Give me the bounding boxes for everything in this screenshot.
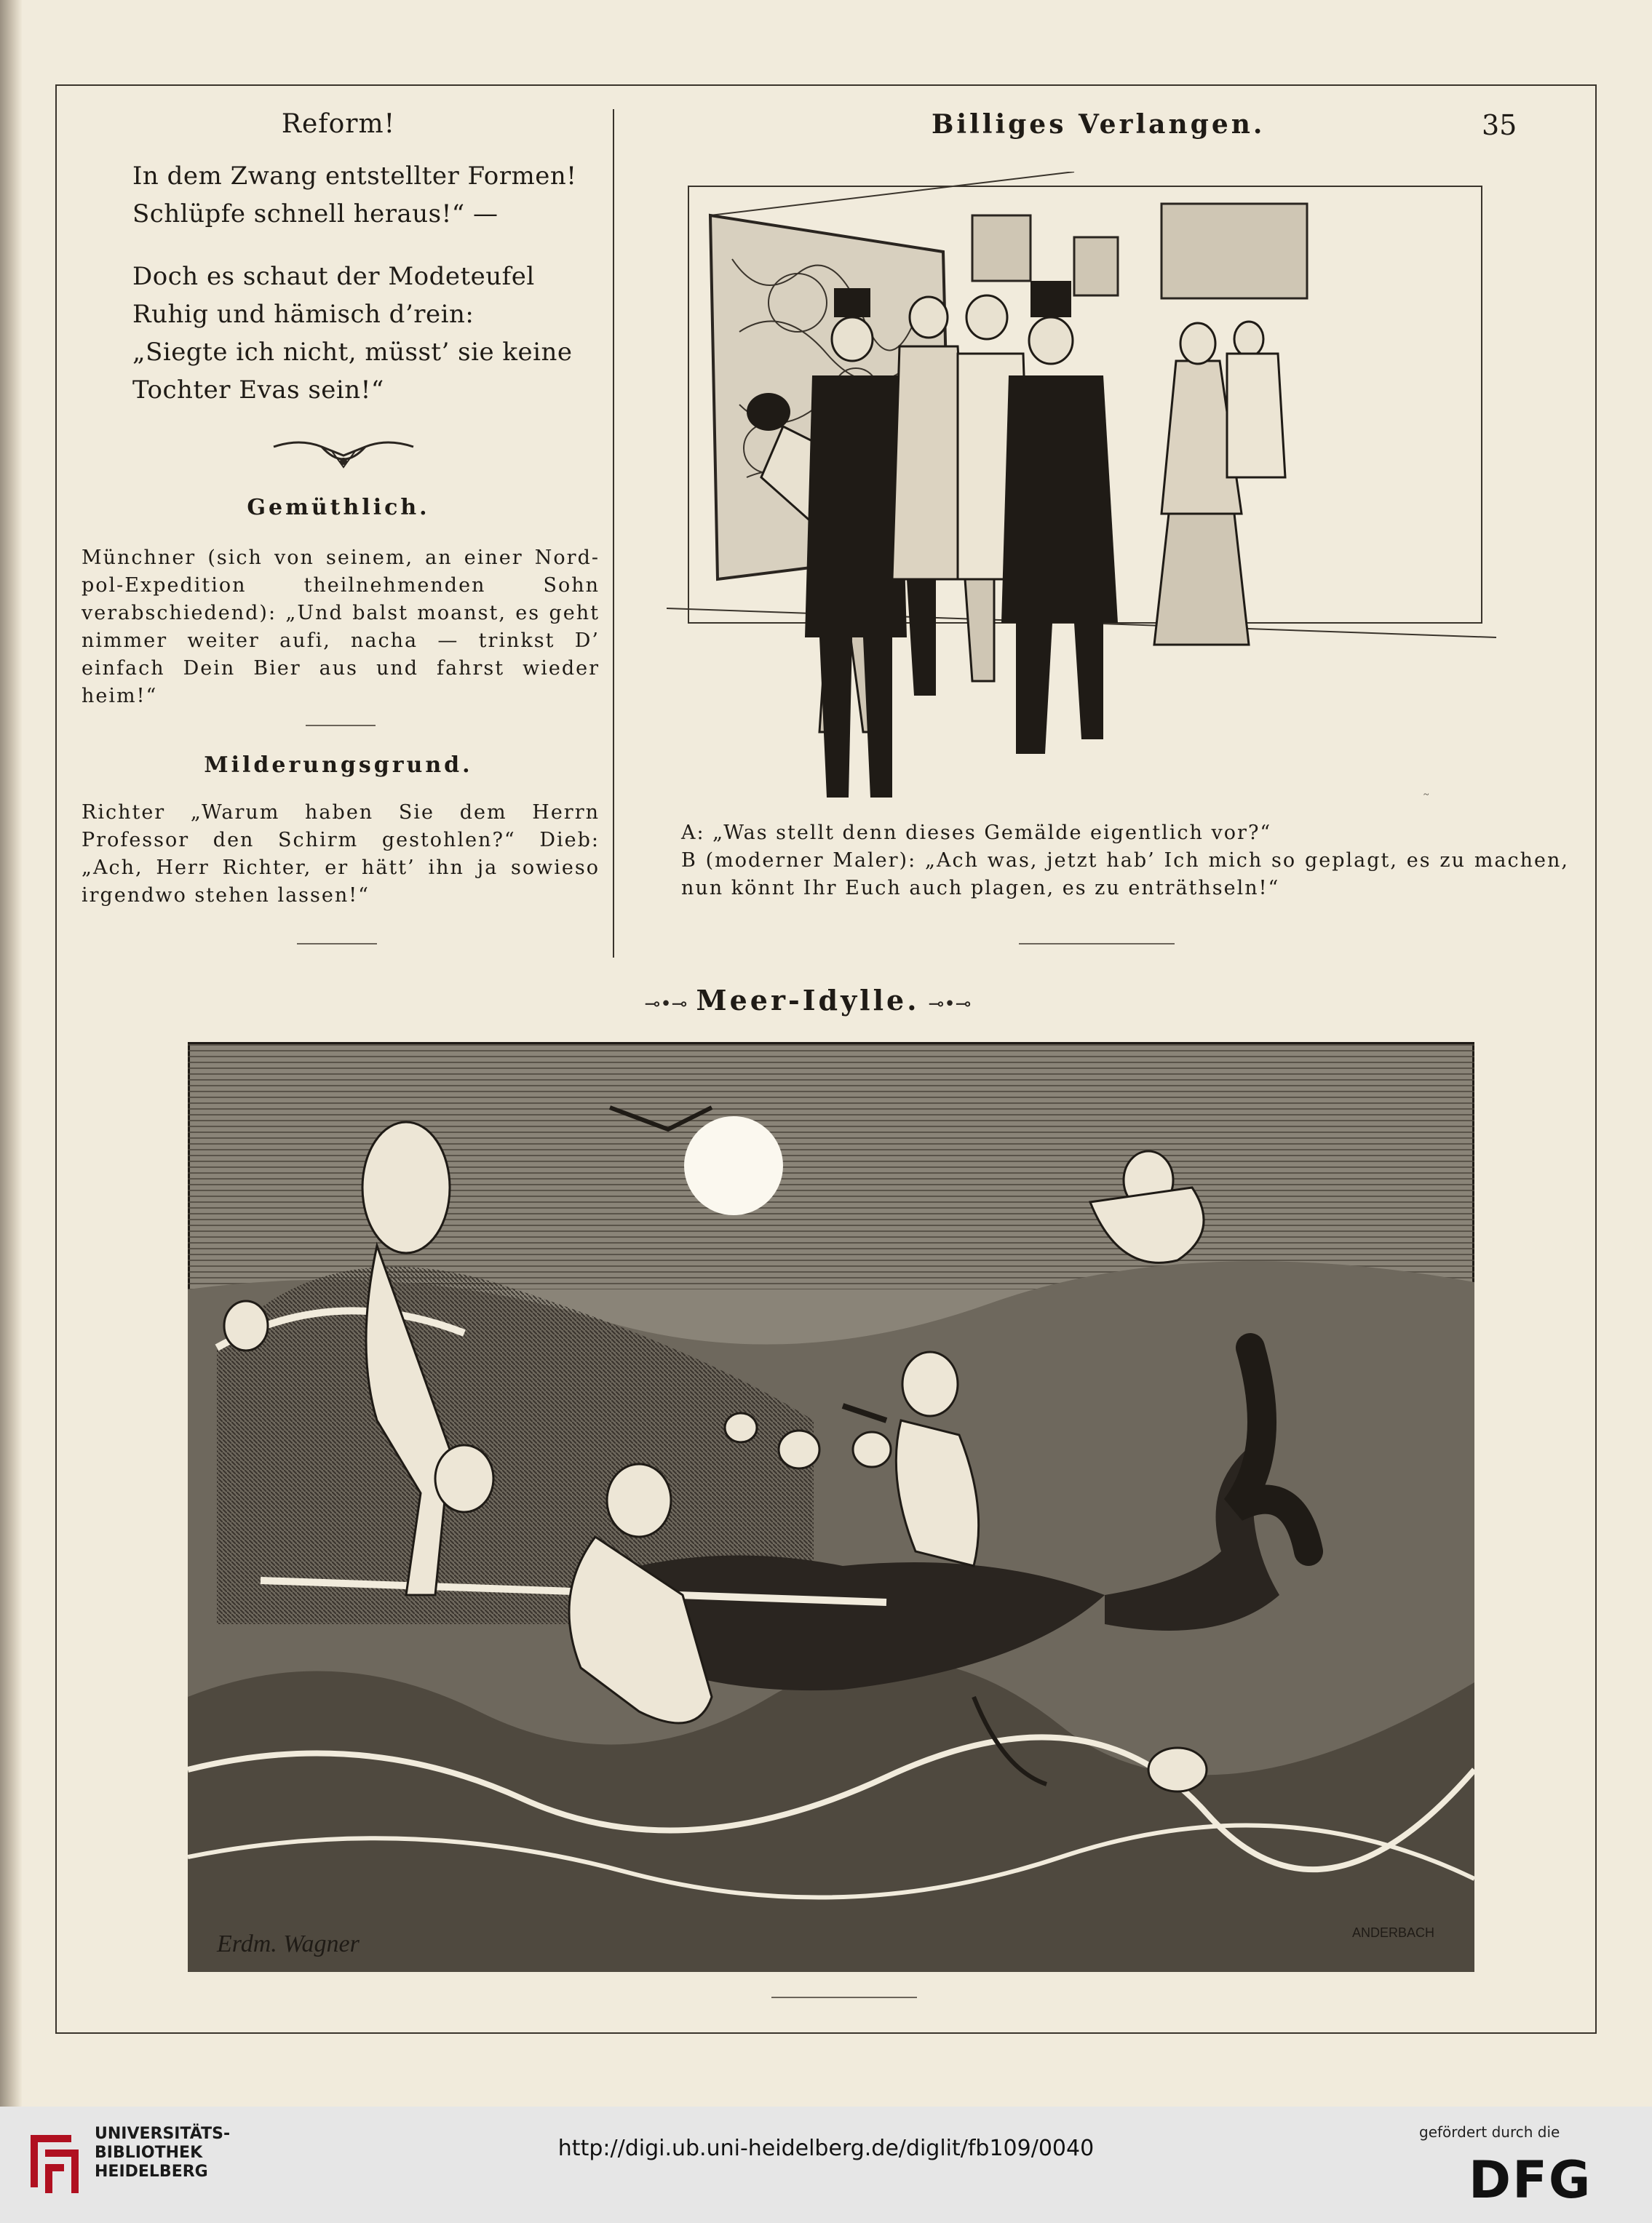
reform-title: Reform! bbox=[281, 109, 396, 139]
sea-idyll-engraving bbox=[188, 1042, 1474, 1972]
dfg-logo: DFG bbox=[1469, 2150, 1592, 2210]
billiges-caption bbox=[630, 819, 1569, 902]
gallery-illustration bbox=[667, 172, 1496, 812]
meer-heading bbox=[597, 984, 1019, 1017]
reform-line: Schlüpfe schnell heraus!“ — bbox=[132, 199, 499, 228]
bottom-divider bbox=[771, 1997, 917, 1998]
page-number: 35 bbox=[1482, 109, 1517, 141]
caption-b: B (moderner Maler): „Ach was, jetzt hab’ Ich mich so geplagt, es zu machen, nun könnt Ihr Euch auch plagen, es zu enträthseln!“ bbox=[681, 849, 1569, 899]
caption-a: A: „Was stellt denn dieses Gemälde eigentlich vor?“ bbox=[681, 822, 1272, 844]
engraver-signature: ANDERBACH bbox=[1352, 1925, 1435, 1940]
page-binding-shadow bbox=[0, 0, 22, 2107]
artist-signature: Erdm. Wagner bbox=[217, 1930, 360, 1957]
flourish-ornament bbox=[271, 435, 416, 473]
milderung-title: Milderungsgrund. bbox=[204, 752, 473, 778]
reform-line: Doch es schaut der Modeteufel bbox=[132, 262, 535, 291]
gemuethlich-text: Münchner (sich von seinem, an einer Nord-pol-Expedition theilnehmenden Sohn verabschiedend): „Und balst moanst, es geht nimmer weiter aufi, nacha — trinkst D’ einfach Dein Bier aus und fahrst wieder heim!“ bbox=[82, 546, 600, 707]
gemuethlich-title: Gemüthlich. bbox=[247, 495, 430, 520]
reform-line: Tochter Evas sein!“ bbox=[132, 375, 384, 405]
reform-line: „Siegte ich nicht, müsst’ sie keine bbox=[132, 338, 573, 367]
section-divider bbox=[306, 725, 376, 726]
source-url[interactable]: http://digi.ub.uni-heidelberg.de/diglit/fb109/0040 bbox=[557, 2136, 1095, 2161]
section-divider bbox=[297, 943, 377, 945]
billiges-title: Billiges Verlangen. bbox=[932, 109, 1266, 140]
university-name: UNIVERSITÄTS- BIBLIOTHEK HEIDELBERG bbox=[95, 2125, 231, 2181]
meer-title: Meer-Idylle. bbox=[696, 984, 920, 1017]
section-divider bbox=[1019, 943, 1175, 945]
funding-note: gefördert durch die bbox=[1419, 2123, 1560, 2141]
reform-line: Ruhig und hämisch d’rein: bbox=[132, 300, 474, 329]
milderung-text: Richter „Warum haben Sie dem Herrn Professor den Schirm gestohlen?“ Dieb: „Ach, Herr Richter, er hätt’ ihn ja sowieso irgendwo stehen lassen!“ bbox=[82, 801, 600, 907]
title-ornament-left: ⊸•⊸ bbox=[644, 993, 688, 1015]
viewer-footer bbox=[0, 2107, 1652, 2223]
title-ornament-right: ⊸•⊸ bbox=[928, 993, 972, 1015]
svg-text:~: ~ bbox=[1423, 790, 1429, 800]
column-divider bbox=[613, 109, 614, 958]
reform-line: In dem Zwang entstellter Formen! bbox=[132, 162, 577, 191]
